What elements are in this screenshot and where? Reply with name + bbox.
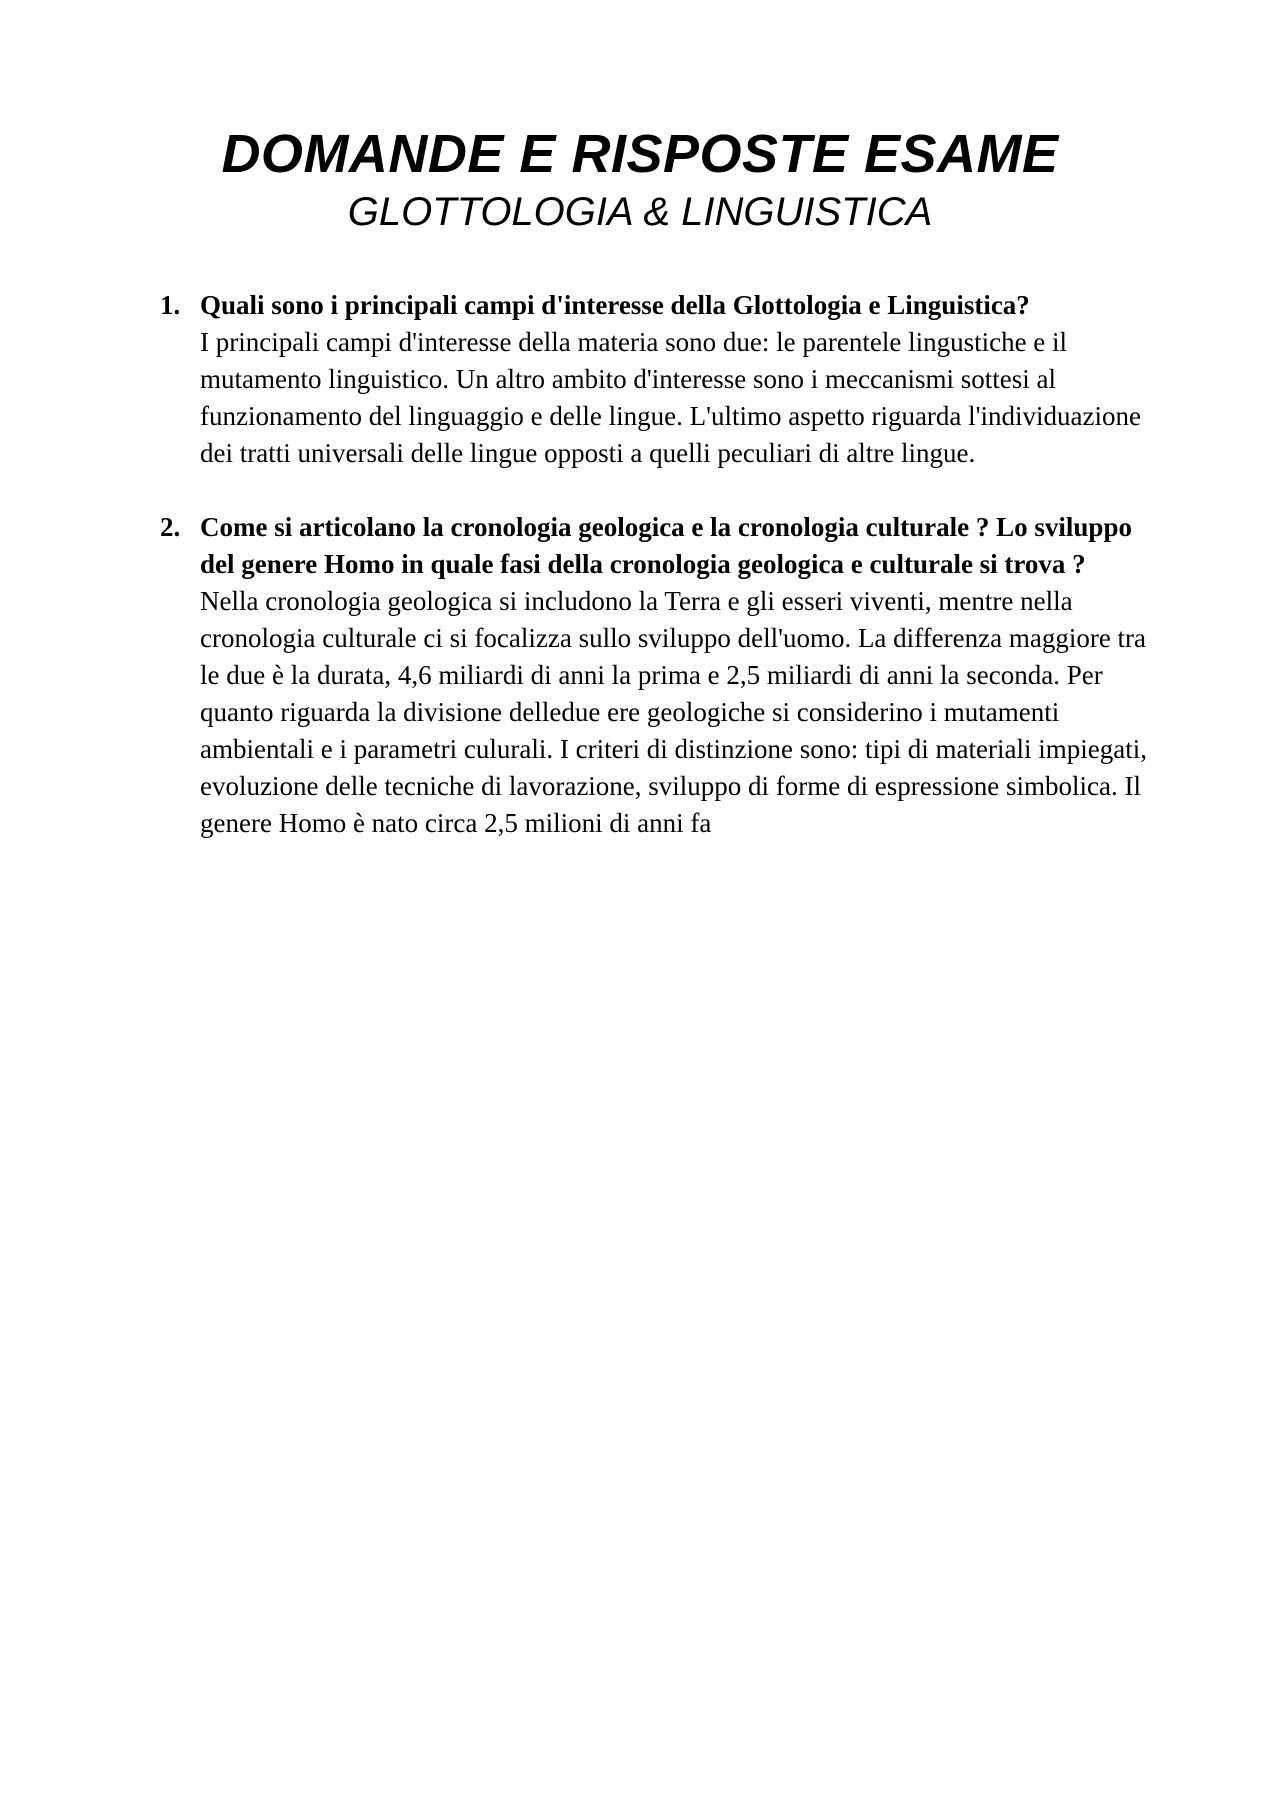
question-text: Come si articolano la cronologia geologica e la cronologia culturale ? Lo sviluppo del genere Homo in quale fasi della cronologia geologica e culturale si trova ? xyxy=(200,512,1132,579)
document-title: DOMANDE E RISPOSTE ESAME xyxy=(221,124,1059,184)
question-item-2 xyxy=(160,509,1170,842)
answer-text: Nella cronologia geologica si includono la Terra e gli esseri viventi, mentre nella cronologia culturale ci si focalizza sullo sviluppo dell'uomo. La differenza maggiore tra le due è la durata, 4,6 miliardi di anni la prima e 2,5 miliardi di anni la seconda. Per quanto riguarda la divisione delledue ere geologiche si considerino i mutamenti ambientali e i parametri culurali. I criteri di distinzione sono: tipi di materiali impiegati, evoluzione delle tecniche di lavorazione, sviluppo di forme di espressione simbolica. Il genere Homo è nato circa 2,5 milioni di anni fa xyxy=(200,586,1147,838)
question-number: 1. xyxy=(160,290,181,320)
question-item-1 xyxy=(160,287,1170,472)
document-subtitle: GLOTTOLOGIA & LINGUISTICA xyxy=(347,190,933,234)
question-text: Quali sono i principali campi d'interesse della Glottologia e Linguistica? xyxy=(200,290,1030,320)
question-number: 2. xyxy=(160,512,181,542)
answer-text: I principali campi d'interesse della materia sono due: le parentele lingustiche e il mutamento linguistico. Un altro ambito d'interesse sono i meccanismi sottesi al funzionamento del linguaggio e delle lingue. L'ultimo aspetto riguarda l'individuazione dei tratti universali delle lingue opposti a quelli peculiari di altre lingue. xyxy=(200,327,1141,468)
question-list xyxy=(160,287,1170,842)
